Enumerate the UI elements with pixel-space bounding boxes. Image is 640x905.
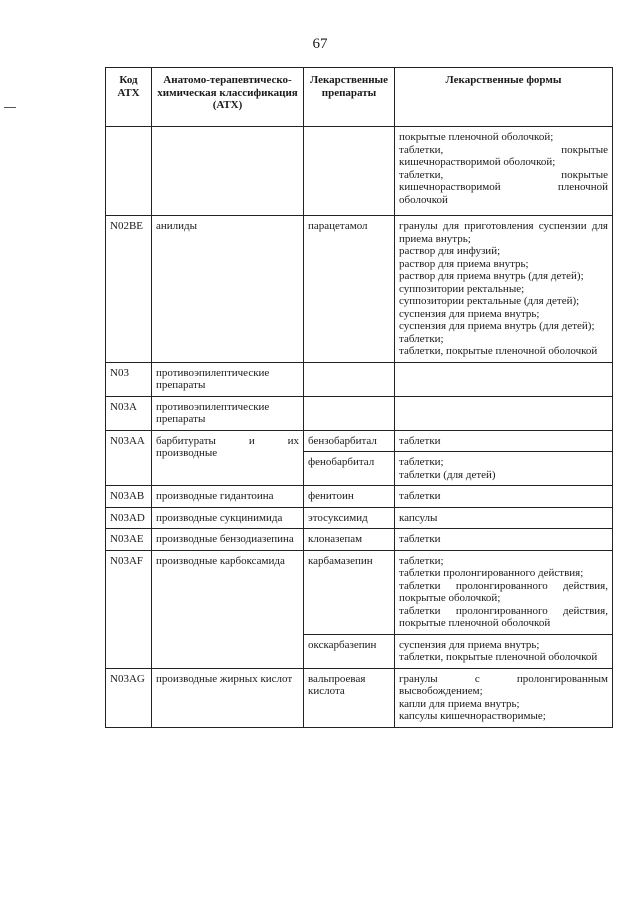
page-number: 67 <box>312 36 328 52</box>
form-line: капли для приема внутрь; <box>399 697 520 710</box>
form-line: оболочкой <box>399 193 448 206</box>
classification-cell: производные бензодиазепина <box>152 529 304 551</box>
form-line: таблетки, покрытые пленочной оболочкой <box>399 651 598 663</box>
form-line: суспензия для приема внутрь; <box>399 307 540 320</box>
form-line: таблетки; <box>399 554 444 567</box>
drug-cell: карбамазепин <box>304 550 395 634</box>
table-row <box>106 668 613 727</box>
table-row <box>106 486 613 508</box>
code-cell: N03AD <box>106 507 152 529</box>
classification-cell: анилиды <box>152 216 304 363</box>
forms-cell <box>395 127 613 216</box>
forms-cell <box>395 529 613 551</box>
classification-cell: производные сукцинимида <box>152 507 304 529</box>
table-row <box>106 430 613 452</box>
code-cell: N03AB <box>106 486 152 508</box>
table-row <box>106 529 613 551</box>
drug-cell <box>304 396 395 430</box>
drug-cell: фенобарбитал <box>304 452 395 486</box>
forms-cell <box>395 452 613 486</box>
form-line: таблетки <box>399 533 441 545</box>
form-line: таблетки, покрытые пленочной оболочкой <box>399 345 598 357</box>
drug-cell: бензобарбитал <box>304 430 395 452</box>
form-line: кишечнорастворимой пленочной <box>399 181 608 193</box>
form-line: суппозитории ректальные; <box>399 282 525 295</box>
form-line: суспензия для приема внутрь (для детей); <box>399 320 595 332</box>
drug-cell: этосуксимид <box>304 507 395 529</box>
margin-mark <box>4 107 16 108</box>
code-cell: N03AF <box>106 550 152 668</box>
drug-cell <box>304 362 395 396</box>
form-line: капсулы кишечнорастворимые; <box>399 710 546 722</box>
forms-cell <box>395 634 613 668</box>
form-line: таблетки <box>399 434 441 447</box>
forms-cell <box>395 430 613 452</box>
drug-cell: парацетамол <box>304 216 395 363</box>
form-line: капсулы <box>399 511 438 524</box>
table-row <box>106 216 613 363</box>
table-row <box>106 396 613 430</box>
form-line: раствор для приема внутрь; <box>399 257 529 270</box>
table-row <box>106 550 613 634</box>
forms-cell <box>395 486 613 508</box>
forms-cell <box>395 396 613 430</box>
form-line: таблетки пролонгированного действия; <box>399 567 584 579</box>
form-line: таблетки пролонгированного действия, покрытые оболочкой; <box>399 579 608 604</box>
drug-cell: фенитоин <box>304 486 395 508</box>
code-cell: N03AE <box>106 529 152 551</box>
classification-cell: производные карбоксамида <box>152 550 304 668</box>
forms-cell <box>395 362 613 396</box>
header-code: Код АТХ <box>106 68 152 127</box>
table-row <box>106 362 613 396</box>
code-cell <box>106 127 152 216</box>
forms-cell <box>395 216 613 363</box>
code-cell: N02BE <box>106 216 152 363</box>
form-line: кишечнорастворимой оболочкой; <box>399 156 556 168</box>
form-line: гранулы с пролонгированным высвобождением; <box>399 672 608 697</box>
forms-cell <box>395 550 613 634</box>
code-cell: N03AA <box>106 430 152 486</box>
form-line: таблетки пролонгированного действия, покрытые пленочной оболочкой <box>399 604 608 629</box>
form-line: гранулы для приготовления суспензии для приема внутрь; <box>399 220 608 245</box>
classification-cell: производные жирных кислот <box>152 668 304 727</box>
form-line: суспензия для приема внутрь; <box>399 638 540 651</box>
form-line: таблетки, покрытые <box>399 168 608 181</box>
form-line: таблетки; <box>399 456 444 468</box>
forms-cell <box>395 507 613 529</box>
form-line: раствор для приема внутрь (для детей); <box>399 270 584 282</box>
classification-cell: производные гидантоина <box>152 486 304 508</box>
classification-cell <box>152 127 304 216</box>
classification-text: барбитураты и их производные <box>156 434 299 459</box>
forms-cell <box>395 668 613 727</box>
form-line: таблетки (для детей) <box>399 468 496 481</box>
form-line: раствор для инфузий; <box>399 245 501 257</box>
drug-cell: окскарбазепин <box>304 634 395 668</box>
classification-cell: противоэпилептические препараты <box>152 396 304 430</box>
form-line: таблетки <box>399 490 441 502</box>
drug-cell <box>304 127 395 216</box>
form-line: таблетки; <box>399 332 444 345</box>
drug-cell: вальпроевая кислота <box>304 668 395 727</box>
atc-table <box>105 67 613 728</box>
table-row <box>106 507 613 529</box>
code-cell: N03A <box>106 396 152 430</box>
classification-cell <box>152 430 304 486</box>
table-row-continued <box>106 127 613 216</box>
form-line: таблетки, покрытые <box>399 143 608 156</box>
header-classification: Анатомо-терапевтическо-химическая классификация (АТХ) <box>152 68 304 127</box>
drug-cell: клоназепам <box>304 529 395 551</box>
header-drugs: Лекарственные препараты <box>304 68 395 127</box>
classification-cell: противоэпилептические препараты <box>152 362 304 396</box>
code-cell: N03 <box>106 362 152 396</box>
form-line: покрытые пленочной оболочкой; <box>399 131 554 143</box>
code-cell: N03AG <box>106 668 152 727</box>
table-header-row <box>106 68 613 127</box>
form-line: суппозитории ректальные (для детей); <box>399 295 580 307</box>
header-forms: Лекарственные формы <box>395 68 613 127</box>
